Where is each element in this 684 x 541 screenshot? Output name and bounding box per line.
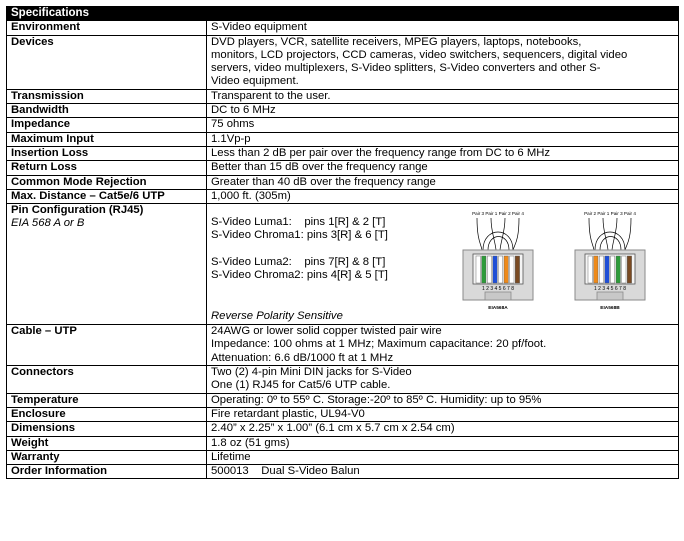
row-value: Operating: 0º to 55º C. Storage:-20º to 85º C. Humidity: up to 95% (207, 393, 679, 407)
row-value: Transparent to the user. (207, 89, 679, 103)
pin-assignments (211, 216, 388, 282)
row-value: Less than 2 dB per pair over the frequency range from DC to 6 MHz (207, 146, 679, 160)
wire-conductor (515, 256, 519, 283)
row-label: Temperature (7, 393, 207, 407)
row-label: Max. Distance – Cat5e/6 UTP (7, 189, 207, 203)
table-header: Specifications (7, 7, 679, 21)
table-row (7, 189, 679, 203)
row-value: Greater than 40 dB over the frequency range (207, 175, 679, 189)
specifications-table (6, 6, 679, 479)
row-value: S-Video equipment (207, 21, 679, 35)
pin-configuration-label: Pin Configuration (RJ45) (11, 204, 144, 217)
wire-conductor (493, 256, 497, 283)
row-value (207, 35, 679, 89)
wire-conductor (610, 256, 614, 283)
table-row (7, 325, 679, 366)
table-row (7, 132, 679, 146)
table-row (7, 393, 679, 407)
wire-conductor (616, 256, 620, 283)
table-row (7, 104, 679, 118)
value-line: Impedance: 100 ohms at 1 MHz; Maximum capacitance: 20 pf/foot. (211, 338, 547, 351)
wire-arcs (589, 218, 631, 250)
value-line: 24AWG or lower solid copper twisted pair wire (211, 325, 442, 338)
value-line: One (1) RJ45 for Cat5/6 UTP cable. (211, 379, 391, 392)
jack-tab (485, 292, 511, 300)
wire-conductor (487, 256, 491, 283)
row-label: Enclosure (7, 407, 207, 421)
wire-conductor (622, 256, 626, 283)
pin-line-luma2: S-Video Luma2: pins 7[R] & 8 [T] (211, 255, 386, 268)
jack-caption: EIA568B (600, 306, 620, 312)
wire-conductor (605, 256, 609, 283)
table-row (7, 146, 679, 160)
rj45-eia568a-diagram (455, 210, 541, 314)
row-label: Devices (7, 35, 207, 89)
row-value: Lifetime (207, 450, 679, 464)
table-row (7, 436, 679, 450)
jack-tab (597, 292, 623, 300)
wire-conductor (594, 256, 598, 283)
table-row (7, 422, 679, 436)
row-value: Fire retardant plastic, UL94-V0 (207, 407, 679, 421)
pin-numbers: 1 2 3 4 5 6 7 8 (482, 286, 514, 293)
value-line: Video equipment. (211, 75, 299, 88)
row-label: Environment (7, 21, 207, 35)
row-label: Weight (7, 436, 207, 450)
row-label: Order Information (7, 465, 207, 479)
table-row-pin-configuration (7, 204, 679, 325)
row-label: Return Loss (7, 161, 207, 175)
row-label: Transmission (7, 89, 207, 103)
row-value: 1.8 oz (51 gms) (207, 436, 679, 450)
pair-labels: Pair 2 Pair 1 Pair 3 Pair 4 (584, 211, 636, 217)
rj45-eia568b-diagram (567, 210, 653, 314)
table-row (7, 21, 679, 35)
table-row (7, 450, 679, 464)
wire-conductor (588, 256, 592, 283)
pin-configuration-sublabel: EIA 568 A or B (11, 217, 85, 230)
row-value (207, 204, 679, 325)
row-value: 500013 Dual S-Video Balun (207, 465, 679, 479)
row-label: Dimensions (7, 422, 207, 436)
row-label: Insertion Loss (7, 146, 207, 160)
row-label: Warranty (7, 450, 207, 464)
value-line: Attenuation: 6.6 dB/1000 ft at 1 MHz (211, 351, 394, 364)
reverse-polarity-note: Reverse Polarity Sensitive (211, 309, 343, 322)
pin-line-chroma1: S-Video Chroma1: pins 3[R] & 6 [T] (211, 229, 388, 242)
table-row (7, 175, 679, 189)
table-row (7, 161, 679, 175)
row-value (207, 325, 679, 366)
pin-numbers: 1 2 3 4 5 6 7 8 (594, 286, 626, 293)
value-line: Two (2) 4-pin Mini DIN jacks for S-Video (211, 366, 412, 379)
table-row (7, 366, 679, 394)
table-row (7, 407, 679, 421)
table-row (7, 465, 679, 479)
wire-conductor (627, 256, 631, 283)
row-label: Cable – UTP (7, 325, 207, 366)
wire-arcs (477, 218, 519, 250)
wire-conductor (504, 256, 508, 283)
pair-labels: Pair 3 Pair 1 Pair 2 Pair 4 (472, 211, 524, 217)
row-label: Connectors (7, 366, 207, 394)
row-value: 1.1Vp-p (207, 132, 679, 146)
table-row (7, 118, 679, 132)
value-line: servers, video multiplexers, S-Video splitters, S-Video converters and other S- (211, 62, 601, 75)
row-value: 1,000 ft. (305m) (207, 189, 679, 203)
row-label: Impedance (7, 118, 207, 132)
row-label: Bandwidth (7, 104, 207, 118)
pin-line-chroma2: S-Video Chroma2: pins 4[R] & 5 [T] (211, 269, 388, 282)
wire-conductor (510, 256, 514, 283)
value-line: DVD players, VCR, satellite receivers, MPEG players, laptops, notebooks, (211, 35, 582, 48)
row-value: 2.40” x 2.25” x 1.00” (6.1 cm x 5.7 cm x 2.54 cm) (207, 422, 679, 436)
pin-line-luma1: S-Video Luma1: pins 1[R] & 2 [T] (211, 216, 386, 229)
wire-conductor (476, 256, 480, 283)
row-value: DC to 6 MHz (207, 104, 679, 118)
wire-conductor (482, 256, 486, 283)
row-value: 75 ohms (207, 118, 679, 132)
table-row (7, 35, 679, 89)
row-label (7, 204, 207, 325)
value-line: monitors, LCD projectors, CCD cameras, video switchers, sequencers, digital video (211, 48, 628, 61)
row-value: Better than 15 dB over the frequency range (207, 161, 679, 175)
wire-conductor (498, 256, 502, 283)
jack-caption: EIA568A (488, 306, 508, 312)
row-label: Common Mode Rejection (7, 175, 207, 189)
row-value (207, 366, 679, 394)
row-label: Maximum Input (7, 132, 207, 146)
table-row (7, 89, 679, 103)
wire-conductor (599, 256, 603, 283)
